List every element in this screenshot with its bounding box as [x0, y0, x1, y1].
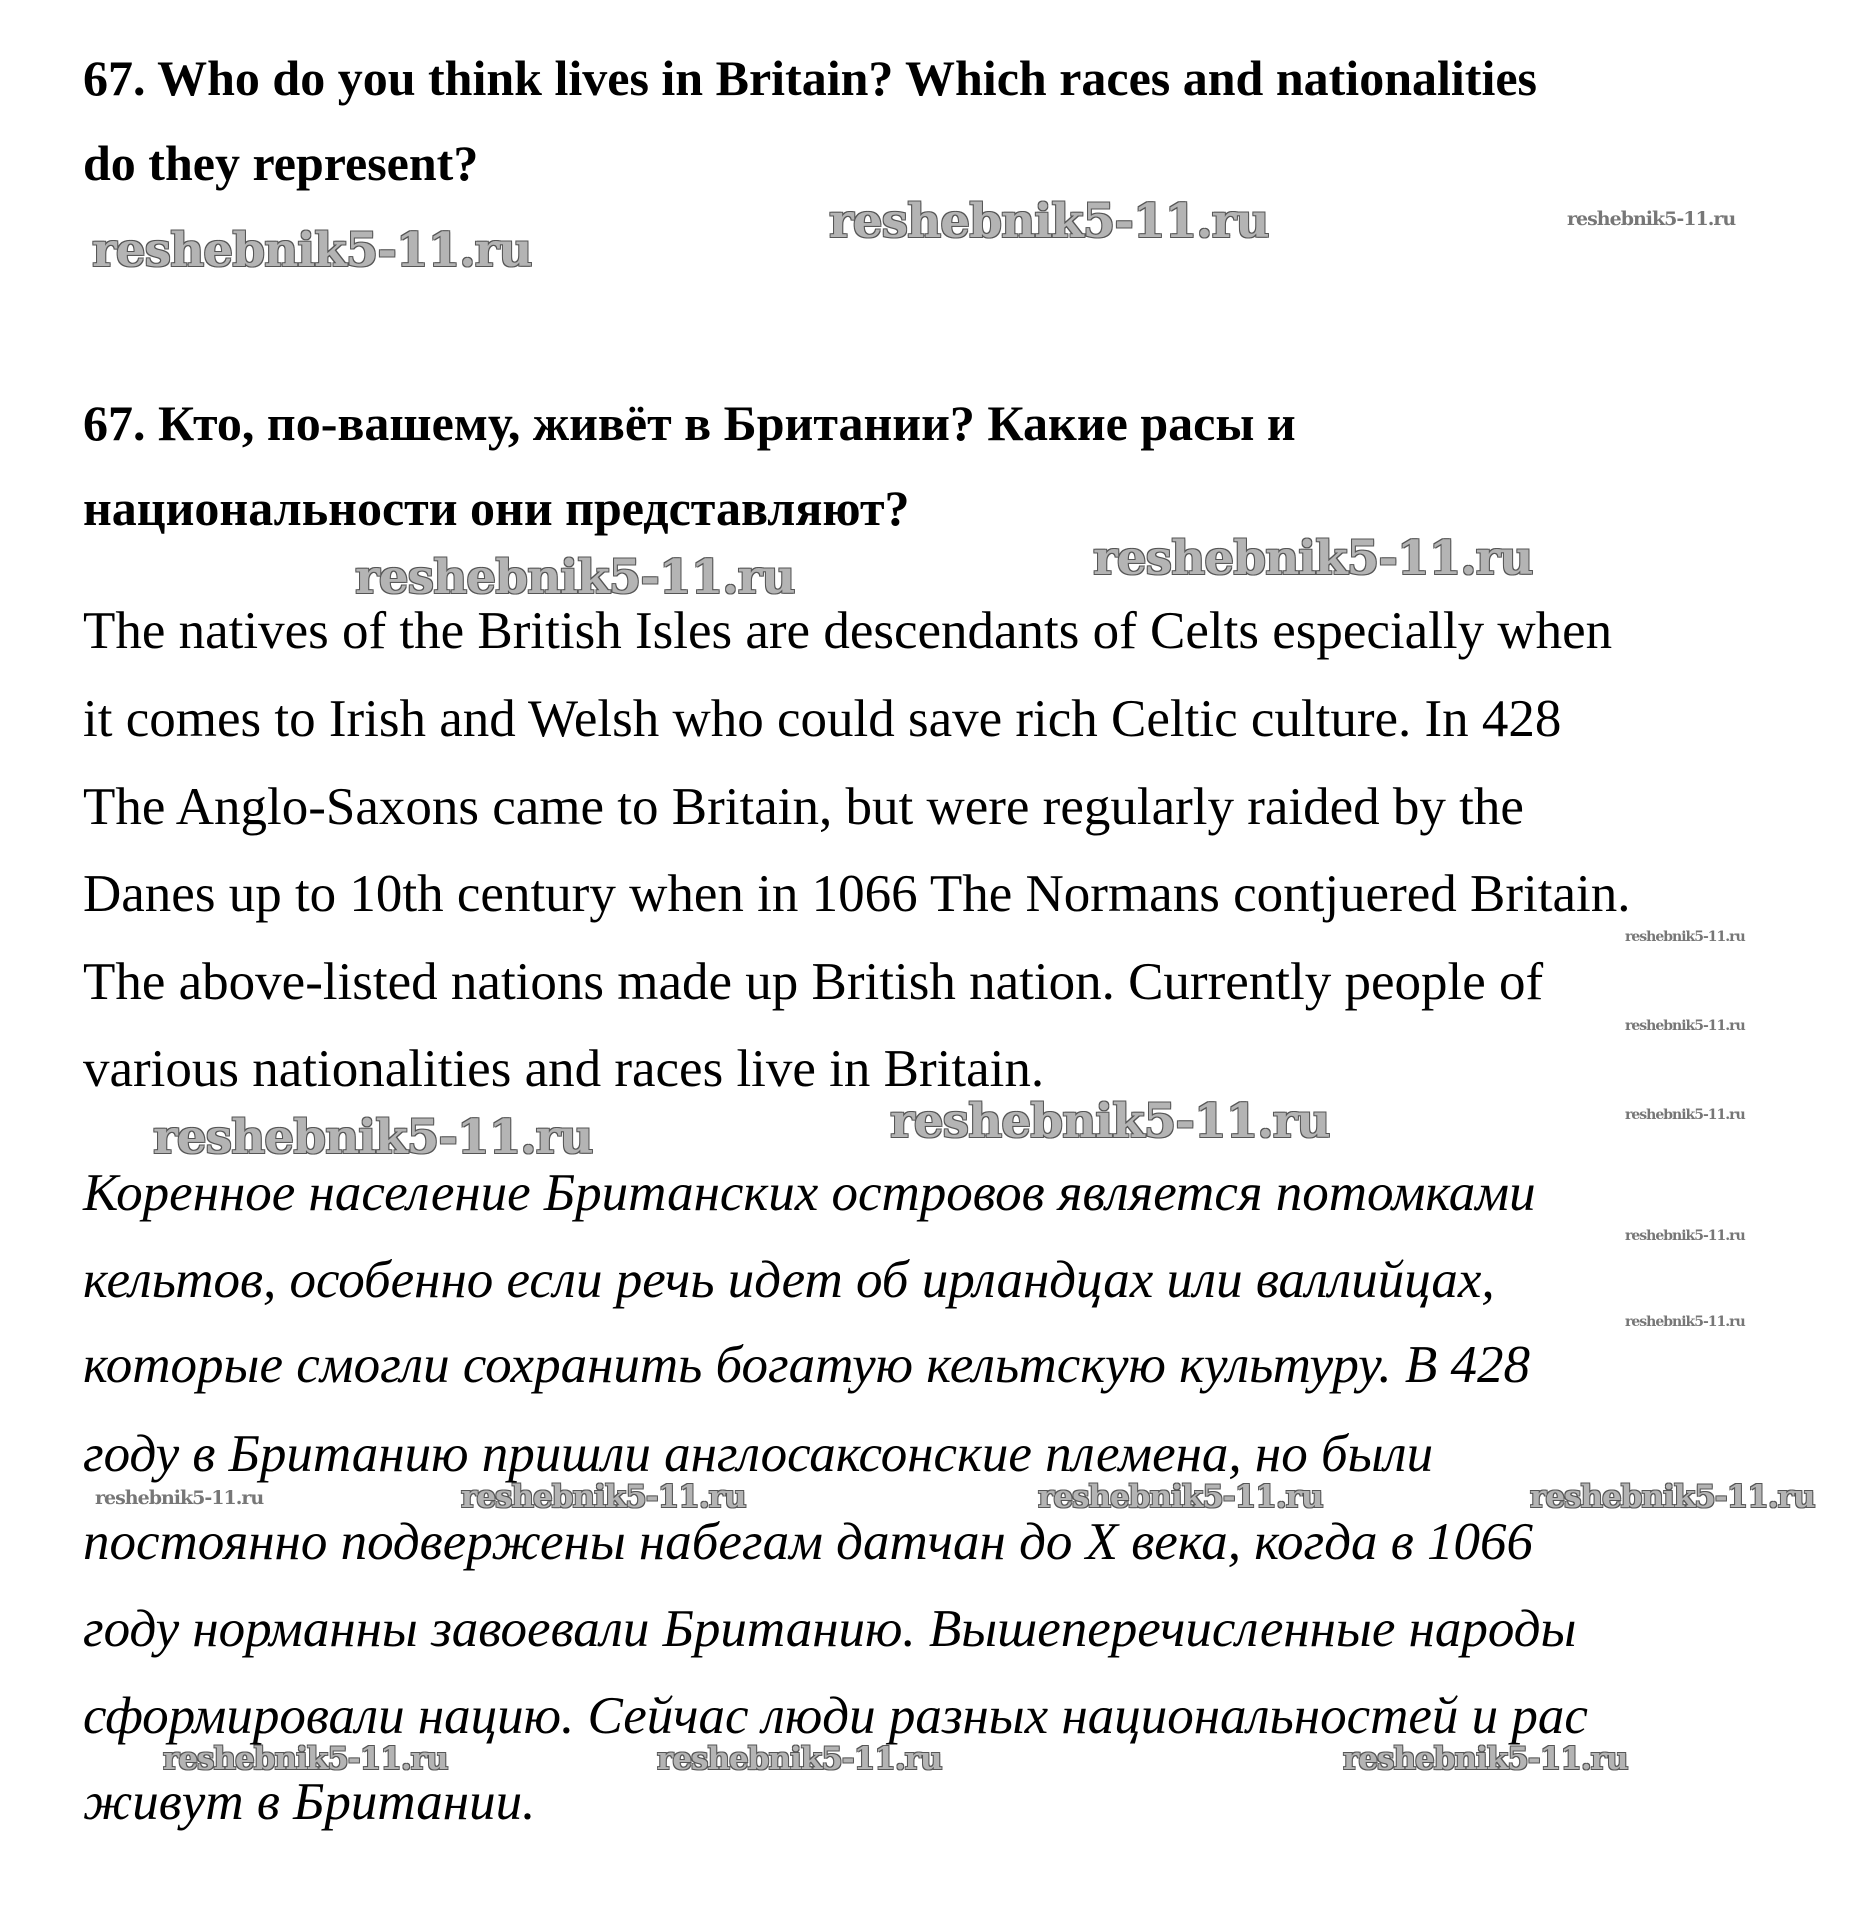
- answer-ru-line: кельтов, особенно если речь идет об ирландцах или валлийцах,: [83, 1250, 1495, 1309]
- answer-ru-line: живут в Британии.: [83, 1772, 536, 1831]
- answer-en-line: The natives of the British Isles are descendants of Celts especially when: [83, 601, 1613, 660]
- watermark: reshebnik5-11.ru: [95, 1486, 264, 1509]
- answer-ru-line: году норманны завоевали Британию. Вышеперечисленные народы: [83, 1599, 1577, 1658]
- watermark: reshebnik5-11.ru: [829, 194, 1269, 250]
- watermark: reshebnik5-11.ru: [1093, 531, 1533, 587]
- watermark: reshebnik5-11.ru: [1567, 207, 1736, 230]
- watermark: reshebnik5-11.ru: [1530, 1478, 1815, 1515]
- watermark: reshebnik5-11.ru: [355, 550, 795, 606]
- watermark: reshebnik5-11.ru: [1038, 1478, 1323, 1515]
- answer-ru-line: сформировали нацию. Сейчас люди разных национальностей и рас: [83, 1686, 1588, 1745]
- watermark: reshebnik5-11.ru: [92, 223, 532, 279]
- watermark: reshebnik5-11.ru: [163, 1740, 448, 1777]
- watermark: reshebnik5-11.ru: [1625, 1228, 1745, 1245]
- answer-en-line: it comes to Irish and Welsh who could save rich Celtic culture. In 428: [83, 689, 1562, 748]
- watermark: reshebnik5-11.ru: [890, 1094, 1330, 1150]
- answer-ru-line: которые смогли сохранить богатую кельтскую культуру. В 428: [83, 1335, 1530, 1394]
- question-ru-line: 67. Кто, по-вашему, живёт в Британии? Какие расы и: [83, 394, 1296, 451]
- watermark: reshebnik5-11.ru: [1625, 929, 1745, 946]
- question-en-line: 67. Who do you think lives in Britain? Which races and nationalities: [83, 49, 1537, 106]
- watermark: reshebnik5-11.ru: [1343, 1740, 1628, 1777]
- answer-ru-line: году в Британию пришли англосаксонские племена, но были: [83, 1424, 1434, 1483]
- answer-ru-line: Коренное население Британских островов является потомками: [83, 1163, 1536, 1222]
- answer-en-line: The Anglo-Saxons came to Britain, but were regularly raided by the: [83, 777, 1524, 836]
- watermark: reshebnik5-11.ru: [657, 1740, 942, 1777]
- answer-en-line: various nationalities and races live in Britain.: [83, 1039, 1045, 1098]
- answer-ru-line: постоянно подвержены набегам датчан до X века, когда в 1066: [83, 1512, 1534, 1571]
- watermark: reshebnik5-11.ru: [153, 1110, 593, 1166]
- question-en-line: do they represent?: [83, 134, 479, 191]
- watermark: reshebnik5-11.ru: [1625, 1314, 1745, 1331]
- watermark: reshebnik5-11.ru: [1625, 1018, 1745, 1035]
- question-ru-line: национальности они представляют?: [83, 479, 910, 536]
- watermark: reshebnik5-11.ru: [461, 1478, 746, 1515]
- answer-en-line: Danes up to 10th century when in 1066 The Normans contjuered Britain.: [83, 864, 1631, 923]
- watermark: reshebnik5-11.ru: [1625, 1107, 1745, 1124]
- answer-en-line: The above-listed nations made up British nation. Currently people of: [83, 952, 1544, 1011]
